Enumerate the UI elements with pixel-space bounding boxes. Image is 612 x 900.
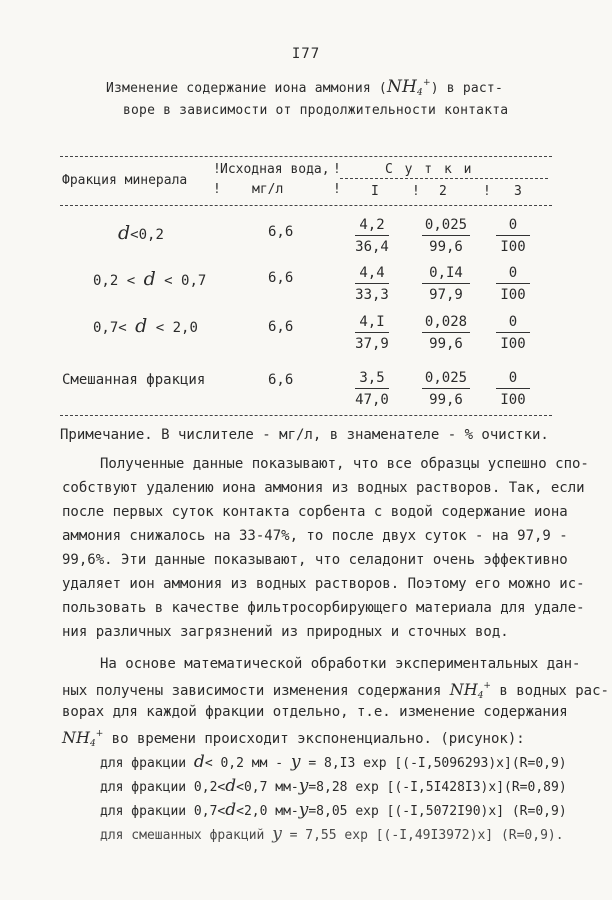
formula-text: для фракции 0,2< (100, 780, 226, 795)
ion-charge: + (422, 78, 431, 88)
day2-value (422, 216, 470, 256)
fraction-text: < 0,7 (155, 273, 207, 289)
table-row-fraction (93, 268, 206, 290)
day1-value (355, 264, 389, 304)
d-symbol: d (193, 752, 205, 772)
denominator: I00 (500, 239, 526, 255)
numerator: 0 (496, 369, 530, 389)
page-number: I77 (291, 46, 321, 62)
formula-text: для фракции 0,7< (100, 804, 226, 819)
group-subrule (340, 178, 548, 179)
formula-text: для фракции (100, 756, 194, 771)
table-row-initial: 6,6 (268, 270, 294, 286)
table-header-rule (60, 205, 552, 206)
denominator: I00 (500, 287, 526, 303)
header-day2: 2 (439, 184, 447, 199)
table-row-initial: 6,6 (268, 319, 294, 335)
table-row-initial: 6,6 (268, 372, 294, 388)
day2-value (422, 264, 470, 304)
numerator: 0 (496, 313, 530, 333)
d-symbol: d (118, 222, 131, 244)
ion-charge: + (95, 729, 104, 739)
d-symbol: d (135, 315, 148, 337)
ammonium-ion (387, 77, 431, 97)
ion-symbol: NH (62, 728, 90, 747)
paragraph-line (62, 680, 609, 701)
ammonium-ion (62, 728, 103, 747)
day1-value (355, 216, 389, 256)
fraction-text: Смешанная фракция (62, 372, 206, 388)
paragraph-text: во времени происходит экспоненциально. (рисунок): (103, 731, 525, 747)
denominator: 99,6 (429, 392, 463, 408)
ion-charge: + (483, 681, 491, 691)
header-initial-line2: мг/л (252, 182, 284, 197)
formula-line (100, 800, 567, 820)
table-note: Примечание. В числителе - мг/л, в знаменателе - % очистки. (60, 427, 549, 443)
day3-value (496, 369, 530, 409)
day1-value (355, 369, 389, 409)
denominator: 99,6 (429, 336, 463, 352)
paragraph-line: ворах для каждой фракции отдельно, т.е. изменение содержания (62, 704, 568, 720)
table-row-fraction (118, 222, 164, 244)
paragraph-line: удаляет ион аммония из водных растворов. Поэтому его можно ис- (62, 576, 585, 592)
denominator: 97,9 (429, 287, 463, 303)
header-day3: 3 (514, 184, 522, 199)
numerator: 0,025 (422, 216, 470, 236)
ion-symbol: NH (449, 680, 478, 699)
header-separator: ! (213, 162, 221, 177)
paragraph-line: ния различных загрязнений из природных и сточных вод. (62, 624, 509, 640)
title-text-b: ) в раст- (430, 81, 503, 96)
d-symbol: d (225, 776, 237, 796)
header-fraction: Фракция минерала (62, 173, 188, 188)
formula-text: =8,28 exp [(-I,5I428I3)x](R=0,89) (308, 780, 567, 795)
fraction-text: 0,2 < (93, 273, 144, 289)
d-symbol: d (143, 268, 156, 290)
y-symbol: y (290, 752, 301, 772)
paragraph-line: пользовать в качестве фильтросорбирующего материала для удале- (62, 600, 585, 616)
ammonium-ion (450, 680, 491, 699)
ion-symbol: NH (386, 77, 418, 97)
y-symbol: y (298, 800, 309, 820)
paragraph-line: собствуют удалению иона аммония из водных растворов. Так, если (62, 480, 585, 496)
table-row-initial: 6,6 (268, 224, 294, 240)
denominator: 36,4 (355, 239, 389, 255)
formula-text: < 0,2 мм - (204, 756, 291, 771)
paragraph-line: 99,6%. Эти данные показывают, что селадонит очень эффективно (62, 552, 568, 568)
numerator: 4,4 (355, 264, 389, 284)
denominator: 33,3 (355, 287, 389, 303)
header-separator: ! (333, 182, 341, 197)
day2-value (422, 313, 470, 353)
formula-text: <0,7 мм- (236, 780, 299, 795)
fraction-text: 0,7< (93, 320, 136, 336)
y-symbol: y (298, 776, 309, 796)
numerator: 0 (496, 216, 530, 236)
paragraph-line: Полученные данные показывают, что все образцы успешно спо- (100, 456, 589, 472)
ion-subscript: 4 (417, 88, 423, 98)
title-text-a: Изменение содержание иона аммония ( (106, 81, 387, 96)
table-row-fraction (62, 372, 205, 388)
numerator: 4,2 (355, 216, 389, 236)
table-row-fraction (93, 315, 198, 337)
formula-text: = 8,I3 exp [(-I,5096293)x](R=0,9) (300, 756, 567, 771)
header-days: С у т к и (385, 162, 474, 177)
header-initial-line1: Исходная вода, (220, 162, 330, 177)
formula-line (100, 752, 567, 772)
formula-text: = 7,55 exp [(-I,49I3972)x] (R=0,9). (281, 828, 564, 843)
day3-value (496, 264, 530, 304)
denominator: 99,6 (429, 239, 463, 255)
numerator: 4,I (355, 313, 389, 333)
day3-value (496, 313, 530, 353)
denominator: I00 (500, 336, 526, 352)
ion-subscript: 4 (477, 691, 484, 701)
table-bottom-rule (60, 415, 552, 416)
day2-value (422, 369, 470, 409)
header-separator: ! (333, 162, 341, 177)
header-separator: ! (412, 184, 420, 199)
numerator: 0,025 (422, 369, 470, 389)
d-symbol: d (225, 800, 237, 820)
paragraph-line (62, 728, 525, 749)
paragraph-line: после первых суток контакта сорбента с водой содержание иона (62, 504, 568, 520)
numerator: 3,5 (355, 369, 389, 389)
day1-value (355, 313, 389, 353)
table-title-line1 (106, 77, 503, 98)
numerator: 0,I4 (422, 264, 470, 284)
header-separator: ! (213, 182, 221, 197)
paragraph-text: в водных рас- (490, 683, 609, 699)
denominator: 47,0 (355, 392, 389, 408)
table-top-rule (60, 156, 552, 157)
denominator: 37,9 (355, 336, 389, 352)
paragraph-line: аммония снижалось на 33-47%, то после двух суток - на 97,9 - (62, 528, 568, 544)
ion-subscript: 4 (89, 739, 96, 749)
paragraph-line: На основе математической обработки экспериментальных дан- (100, 656, 581, 672)
header-separator: ! (483, 184, 491, 199)
formula-line (100, 824, 564, 844)
formula-text: =8,05 exp [(-I,5072I90)x] (R=0,9) (308, 804, 567, 819)
numerator: 0,028 (422, 313, 470, 333)
paragraph-text: ных получены зависимости изменения содержания (62, 683, 450, 699)
denominator: I00 (500, 392, 526, 408)
header-day1: I (371, 184, 379, 199)
formula-text: для смешанных фракций (100, 828, 273, 843)
formula-text: <2,0 мм- (236, 804, 299, 819)
formula-line (100, 776, 567, 796)
table-title-line2: воре в зависимости от продолжительности контакта (123, 103, 509, 118)
numerator: 0 (496, 264, 530, 284)
fraction-text: < 2,0 (147, 320, 198, 336)
day3-value (496, 216, 530, 256)
y-symbol: y (272, 824, 282, 844)
fraction-text: <0,2 (130, 227, 164, 243)
